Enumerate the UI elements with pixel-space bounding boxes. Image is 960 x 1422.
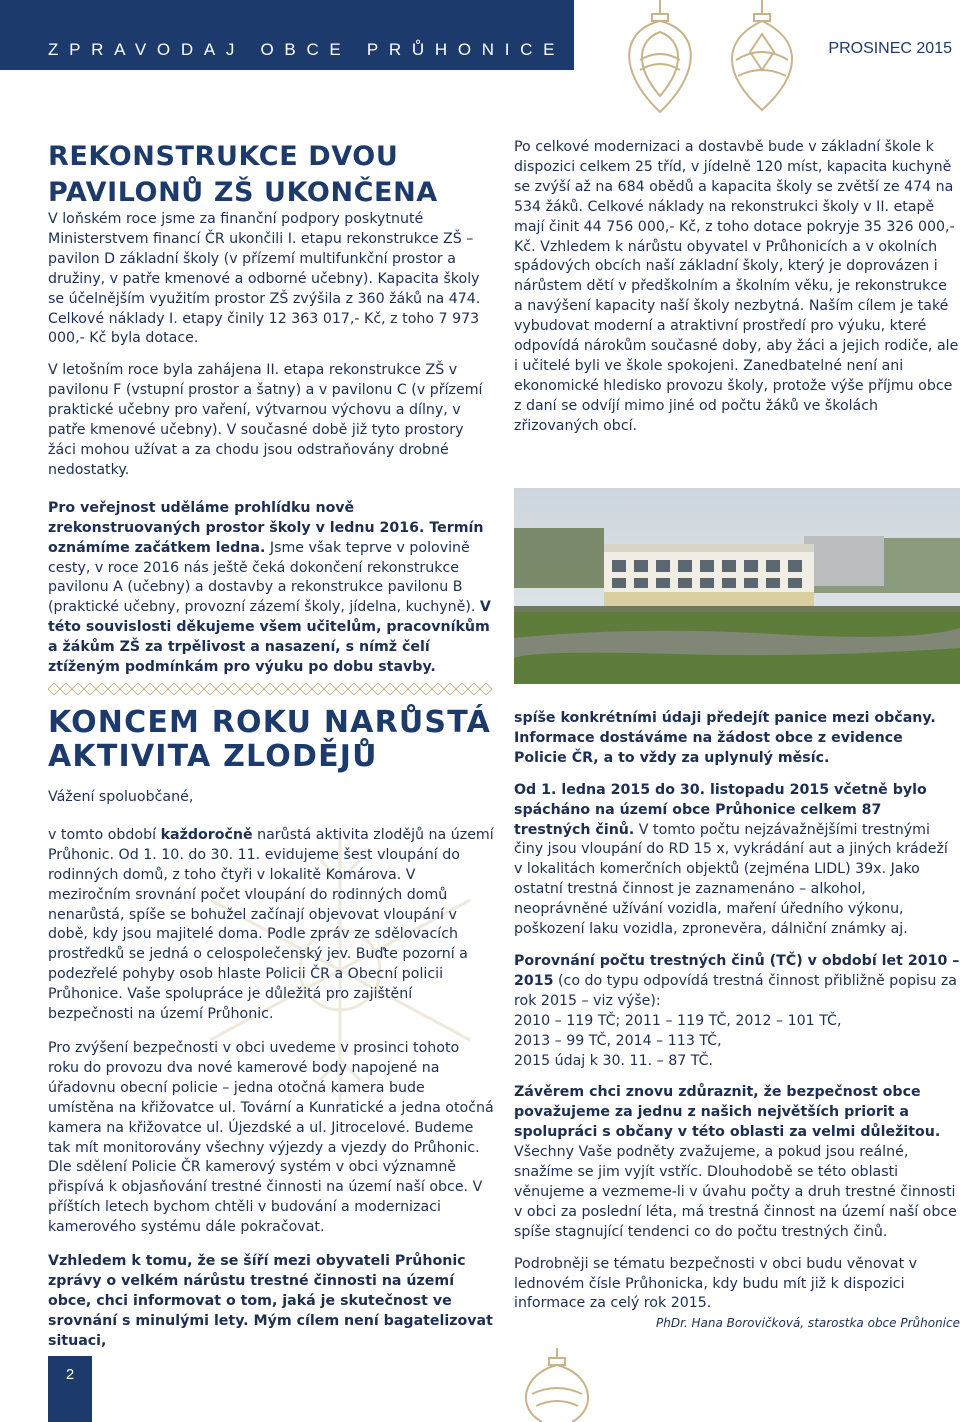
text: narůstá aktivita zlodějů na území Průhonic. Od 1. 10. do 30. 11. evidujeme šest vloupání do rodinných domů, z toho čtyři v lokalitě Komárova. V meziročním srovnání počet vloupání do rodinných domů nenarůstá, spíše se bohužel začínají objevovat vloupání v době, kdy jsou majitelé doma. Podle zpráv ze sdělovacích prostředků se jedná o celospolečenský jev. Buďte pozorní a podezřelé pohyby osob hlaste Policii ČR a Obecní policii Průhonice. Vaše spolupráce je důležitá pro zajištění bezpečnosti na území Průhonic. <box>48 826 494 1023</box>
paragraph <box>514 1083 960 1242</box>
text: V tomto počtu nejzávažnějšími trestnými činy jsou vloupání do RD 15 x, vykrádání aut a jiných krádeží v lokalitách komerčních objektů (zejména LIDL) 39x. Jako ostatní trestná činnost je zaznamenáno – alkohol, neoprávněné užívání vozidla, maření úředního výkonu, poškození laku vozidla, zpronevěra, dálniční známky aj. <box>514 821 948 938</box>
bold-text: spíše konkrétními údaji předejít panice mezi občany. Informace dostáváme na žádost obce z evidence Policie ČR, a to vždy za uplynulý měsíc. <box>514 710 936 766</box>
paragraph <box>48 1252 494 1352</box>
page-number: 2 <box>48 1356 92 1422</box>
text: Jsme však teprve v polovině cesty, v roce 2016 nás ještě čeká dokončení rekonstrukce pavilonu A (učebny) a dostavby a rekonstrukce pavilonu B (praktické učebny, provozní zázemí školy, jídelna, kuchyně). <box>48 539 480 616</box>
bold-text: Od 1. ledna 2015 do 30. listopadu 2015 včetně bylo spácháno na území obce Průhonice celkem 87 trestných činů. <box>514 781 927 838</box>
article-heading <box>48 139 438 211</box>
paragraph <box>514 781 960 940</box>
article1-left-column <box>48 210 494 678</box>
bold-text: každoročně <box>160 826 253 843</box>
bauble-ornament-icon <box>714 0 810 118</box>
paragraph: Podrobněji se tématu bezpečnosti v obci budu věnovat v lednovém čísle Průhonicka, kdy budu mít již k dispozici informace za celý rok 2015. <box>514 1255 918 1312</box>
issue-date: PROSINEC 2015 <box>828 40 952 57</box>
heading-line: KONCEM ROKU NARŮSTÁ <box>48 705 491 740</box>
stats-line: 2010 – 119 TČ; 2011 – 119 TČ, 2012 – 101 TČ, <box>514 1012 842 1029</box>
paragraph <box>48 826 494 1025</box>
bold-text: V této souvislosti děkujeme všem učitelům, pracovníkům a žákům ZŠ za trpělivost a nasazení, s nímž čelí ztíženým podmínkám pro výuku po dobu stavby. <box>48 599 491 676</box>
text: Všechny Vaše podněty zvažujeme, a pokud jsou reálné, snažíme se jim vyjít vstříc. Dlouhodobě se této oblasti věnujeme a vezmeme-li v úvahu počty a druh trestné činnosti v obci za poslední léta, má trestná činnost na území naší obce spíše stagnující tendenci co do počtu trestných činů. <box>514 1144 957 1240</box>
paragraph <box>514 952 960 1012</box>
article1-right-column <box>514 138 960 449</box>
heading-line: REKONSTRUKCE DVOU <box>48 141 399 172</box>
bold-text: Mým cílem není bagatelizovat situaci, <box>48 1312 493 1349</box>
bold-text: Závěrem chci znovu zdůraznit, že bezpečnost obce považujeme za jednu z našich největších priorit a spolupráci s občany v této oblasti za velmi důležitou. <box>514 1084 941 1141</box>
section-divider <box>48 683 494 695</box>
school-building-photo <box>514 488 960 684</box>
bauble-ornament-icon <box>512 1348 602 1422</box>
paragraph: Po celkové modernizaci a dostavbě bude v základní škole k dispozici celkem 25 tříd, v jídelně 120 míst, kapacita kuchyně se zvýší až na 684 obědů a kapacita školy se zvětší ze 474 na 534 žáků. Celkové náklady na rekonstrukci školy v II. etapě mají činit 44 756 000,- Kč, z toho dotace pokryje 35 326 000,- Kč. Vzhledem k nárůstu obyvatel v Průhonicích a v okolních spádových obcích naší základní školy, který je doprovázen i nárůstem dětí v předškolním a školním věku, je rekonstrukce a navýšení kapacity naší školy nezbytná. Naším cílem je také vybudovat moderní a atraktivní prostředí pro výuku, které odpovídá nárokům současné doby, aby žáci a jejich rodiče, ale i učitelé byli ve škole spokojeni. Zanedbatelné není ani ekonomické hledisko provozu školy, protože výše příjmu obce z daní se odvíjí mimo jiné od počtu žáků ve školách zřizovaných obcí. <box>514 139 959 434</box>
paragraph: V loňském roce jsme za finanční podpory poskytnuté Ministerstvem financí ČR ukončili I. etapu rekonstrukce ZŠ – pavilon D základní školy (v přízemí multifunkční prostor a družiny, v patře kmenové a odborné učebny). Kapacita školy se účelnějším využitím prostor ZŠ zvýšila z 360 žáků na 474. Celkové náklady I. etapy činily 12 363 017,- Kč, z toho 7 973 000,- Kč byla dotace. <box>48 211 481 347</box>
paragraph: Vážení spoluobčané, <box>48 789 194 805</box>
paragraph <box>48 499 494 678</box>
paragraph: V letošním roce byla zahájena II. etapa rekonstrukce ZŠ v pavilonu F (vstupní prostor a šatny) a v pavilonu C (v přízemí praktické učebny pro vaření, výtvarnou výchovu a dílny, v patře kmenové učebny). V současné době již tyto prostory žáci mohou užívat a za chodu jsou odstraňovány drobné nedostatky. <box>48 362 483 478</box>
article-heading <box>48 706 491 774</box>
bold-text: Vzhledem k tomu, že se šíří mezi obyvateli Průhonic zprávy o velkém nárůstu trestné činnosti na území obce, chci informovat o tom, jaká je skutečnost ve srovnání s minulými lety. <box>48 1253 466 1329</box>
stats-line: 2013 – 99 TČ, 2014 – 113 TČ, <box>514 1032 722 1049</box>
newsletter-title: ZPRAVODAJ OBCE PRŮHONICE <box>48 40 566 59</box>
author-signature: PhDr. Hana Borovičková, starostka obce Průhonice <box>655 1316 960 1331</box>
text: (co do typu odpovídá trestná činnost přibližně popisu za rok 2015 – viz výše): <box>514 972 957 1009</box>
heading-line: PAVILONŮ ZŠ UKONČENA <box>48 177 438 208</box>
article2-left-column <box>48 788 494 1352</box>
bold-text: Pro veřejnost uděláme prohlídku nově zrekonstruovaných prostor školy v lednu 2016. Termín oznámíme začátkem ledna. <box>48 499 484 556</box>
paragraph <box>514 709 960 769</box>
article2-right-column <box>514 709 960 1334</box>
bold-text: Porovnání počtu trestných činů (TČ) v období let 2010 – 2015 <box>514 952 960 989</box>
text: v tomto období <box>48 826 161 843</box>
bauble-ornament-icon <box>612 0 708 118</box>
paragraph: Pro zvýšení bezpečnosti v obci uvedeme v prosinci tohoto roku do provozu dva nové kamerové body napojené na úřadovnu obecní policie – jedna otočná kamera bude umístěna na křižovatce ul. Tovární a Kunratické a jedna otočná kamera na křižovatce ul. Újezdské a ul. Jitrocelové. Budeme tak mít monitorovány všechny výjezdy a vjezdy do Průhonic. Dle sdělení Policie ČR kamerový systém v obci významně přispívá k objasňování trestné činnosti na území naší obce. V příštích letech bychom chtěli v budování a modernizaci kamerového systému dále pokračovat. <box>48 1039 494 1236</box>
stats-line: 2015 údaj k 30. 11. – 87 TČ. <box>514 1052 714 1069</box>
heading-line: AKTIVITA ZLODĚJŮ <box>48 739 378 774</box>
